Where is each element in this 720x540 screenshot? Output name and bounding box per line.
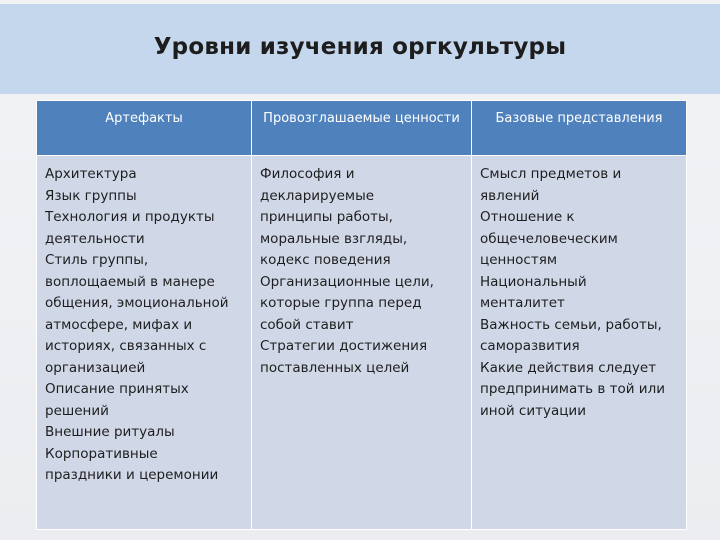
table-row	[37, 156, 687, 530]
cell-line: Организационные цели,	[260, 273, 434, 290]
header-declared-values: Провозглашаемые ценности	[252, 101, 472, 156]
cell-line: атмосфере, мифах и	[45, 316, 193, 333]
artifacts-cell	[37, 156, 252, 530]
basic-assumptions-cell	[472, 156, 687, 530]
cell-line: Описание принятых	[45, 381, 189, 397]
cell-line: Важность семьи, работы,	[480, 316, 662, 333]
cell-line: ценностям	[480, 252, 557, 268]
cell-line: историях, связанных с	[45, 338, 207, 354]
cell-line: Какие действия следует	[480, 359, 657, 376]
declared-values-cell	[252, 156, 472, 530]
cell-line: Отношение к	[480, 209, 575, 225]
cell-line: Философия и	[260, 166, 355, 182]
cell-line: явлений	[480, 187, 540, 204]
table-header-row	[37, 101, 687, 156]
cell-line: иной ситуации	[480, 402, 586, 419]
cell-line: Стиль группы,	[45, 252, 149, 268]
cell-line: общения, эмоциональной	[45, 295, 229, 311]
cell-line: собой ставит	[260, 316, 354, 333]
header-artifacts: Артефакты	[37, 101, 252, 156]
cell-line: Национальный	[480, 273, 587, 290]
cell-line: моральные взгляды,	[260, 230, 408, 247]
cell-line: организацией	[45, 359, 146, 376]
cell-line: декларируемые	[260, 187, 375, 204]
cell-line: деятельности	[45, 230, 145, 247]
cell-line: принципы работы,	[260, 209, 393, 225]
cell-line: саморазвития	[480, 338, 580, 354]
cell-line: Смысл предметов и	[480, 166, 622, 182]
cell-line: поставленных целей	[260, 359, 410, 376]
cell-line: Язык группы	[45, 187, 137, 204]
header-basic-assumptions: Базовые представления	[472, 101, 687, 156]
cell-line: праздники и церемонии	[45, 467, 219, 483]
cell-line: Технология и продукты	[45, 209, 215, 225]
cell-line: которые группа перед	[260, 295, 422, 311]
cell-line: Внешние ритуалы	[45, 424, 175, 440]
cell-line: общечеловеческим	[480, 230, 618, 247]
cell-line: решений	[45, 402, 109, 419]
cell-line: воплощаемый в манере	[45, 273, 215, 290]
cell-line: менталитет	[480, 295, 565, 311]
slide-title: Уровни изучения оргкультуры	[153, 34, 567, 60]
cell-line: предпринимать в той или	[480, 381, 665, 397]
levels-table	[36, 100, 687, 530]
cell-line: кодекс поведения	[260, 252, 391, 268]
cell-line: Корпоративные	[45, 445, 158, 462]
cell-line: Стратегии достижения	[260, 338, 428, 354]
cell-line: Архитектура	[45, 166, 137, 182]
